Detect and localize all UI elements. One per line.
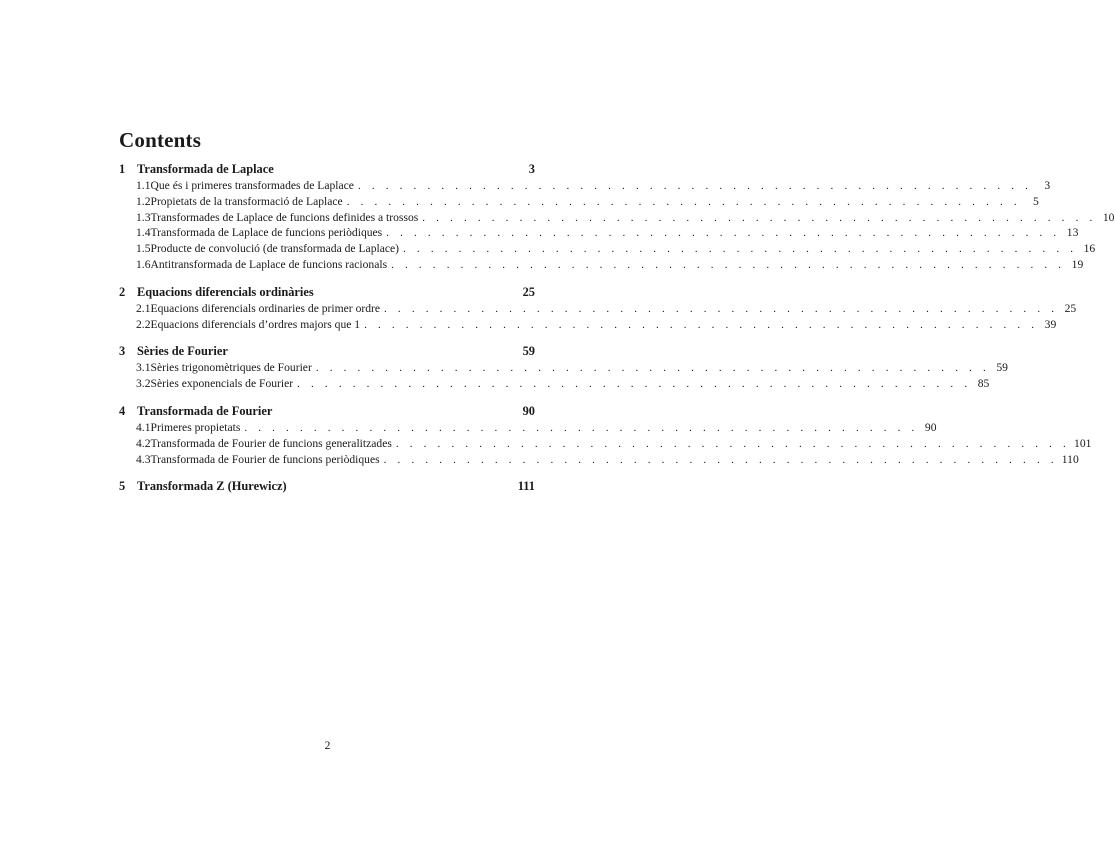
toc-chapter [119,284,1077,333]
dot-leader: . . . . . . . . . . . . . . . . . . . . . . . . . . . . . . . . . . . . . . . . . . . . . . . . . [364,318,1039,331]
toc-chapter-entry[interactable] [119,284,535,301]
dot-leader: . . . . . . . . . . . . . . . . . . . . . . . . . . . . . . . . . . . . . . . . . . . . . . . . . [357,180,1033,192]
toc-section-entry[interactable] [119,194,1039,210]
chapter-page-number: 90 [522,403,535,418]
section-title: Producte de convolució (de transformada de Laplace) [150,242,400,256]
toc-chapter-entry[interactable] [119,478,535,495]
section-page-number: 85 [977,377,990,391]
chapter-page-number: 111 [517,479,535,494]
toc-section-entry[interactable] [119,210,1114,226]
chapter-number: 4 [119,403,126,418]
toc-chapter [119,403,1092,467]
chapter-title: Equacions diferencials ordinàries [137,284,314,299]
section-title: Antitransformada de Laplace de funcions racionals [150,257,388,271]
toc-section-entry[interactable] [119,317,1057,333]
chapter-page-number: 59 [522,344,535,359]
section-page-number: 19 [1071,257,1084,271]
dot-leader: . . . . . . . . . . . . . . . . . . . . . . . . . . . . . . . . . . . . . . . . . . . . . . . . . [422,211,1097,224]
chapter-number: 3 [119,344,126,359]
toc-chapter-entry[interactable] [119,161,535,178]
section-title: Equacions diferencials ordinaries de primer ordre [150,301,381,315]
section-title: Equacions diferencials d’ordres majors que 1 [150,317,361,331]
section-number: 4.1 [136,420,151,434]
section-page-number: 59 [996,361,1008,375]
toc-chapter [119,478,535,495]
toc-section-entry[interactable] [119,225,1079,241]
section-page-number: 110 [1061,452,1079,466]
section-title: Transformades de Laplace de funcions definides a trossos [150,210,419,224]
toc-chapter-entry[interactable] [119,343,535,360]
toc-section-entry[interactable] [119,420,937,436]
section-page-number: 16 [1083,242,1096,256]
toc-section-entry[interactable] [119,360,1008,376]
section-number: 2.2 [136,317,151,331]
toc-section-entry[interactable] [119,436,1092,452]
section-number: 1.4 [136,226,151,240]
chapter-title: Transformada Z (Hurewicz) [137,479,287,494]
section-page-number: 10 [1102,210,1114,224]
chapter-title: Sèries de Fourier [137,344,228,359]
section-title: Propietats de la transformació de Laplace [150,194,343,208]
section-page-number: 13 [1066,226,1079,240]
section-number: 3.2 [136,377,151,391]
section-page-number: 5 [1033,194,1039,208]
page-title: Contents [119,128,202,152]
section-number: 1.5 [136,242,151,256]
section-page-number: 3 [1044,179,1051,192]
toc-section-entry[interactable] [119,178,1051,194]
section-title: Que és i primeres transformades de Laplace [150,179,354,192]
dot-leader: . . . . . . . . . . . . . . . . . . . . . . . . . . . . . . . . . . . . . . . . . . . . . . . . . [346,195,1021,208]
section-number: 2.1 [136,301,151,315]
section-number: 1.6 [136,257,151,271]
dot-leader: . . . . . . . . . . . . . . . . . . . . . . . . . . . . . . . . . . . . . . . . . . . . . . . . . [315,362,990,375]
dot-leader: . . . . . . . . . . . . . . . . . . . . . . . . . . . . . . . . . . . . . . . . . . . . . . . . . [244,421,919,434]
section-number: 3.1 [136,361,151,375]
toc-section-entry[interactable] [119,452,1079,468]
section-title: Sèries exponencials de Fourier [150,377,294,391]
section-number: 4.2 [136,436,151,450]
footer-page-number: 2 [324,740,331,752]
dot-leader: . . . . . . . . . . . . . . . . . . . . . . . . . . . . . . . . . . . . . . . . . . . . . . . . . [384,302,1059,315]
table-of-contents [119,161,1114,506]
toc-section-entry[interactable] [119,241,1096,257]
chapter-number: 2 [119,284,126,299]
chapter-number: 1 [119,162,126,176]
section-title: Sèries trigonomètriques de Fourier [150,361,312,375]
dot-leader: . . . . . . . . . . . . . . . . . . . . . . . . . . . . . . . . . . . . . . . . . . . . . . . . . [386,227,1061,240]
toc-section-entry[interactable] [119,376,990,392]
dot-leader: . . . . . . . . . . . . . . . . . . . . . . . . . . . . . . . . . . . . . . . . . . . . . . . . . [297,378,972,391]
section-title: Transformada de Laplace de funcions periòdiques [150,226,383,240]
section-page-number: 90 [924,420,937,434]
section-title: Transformada de Fourier de funcions periòdiques [150,452,380,466]
toc-chapter [119,161,1114,273]
chapter-title: Transformada de Fourier [137,403,273,418]
dot-leader: . . . . . . . . . . . . . . . . . . . . . . . . . . . . . . . . . . . . . . . . . . . . . . . . . [403,243,1078,256]
toc-chapter-entry[interactable] [119,403,535,420]
section-page-number: 39 [1044,317,1057,331]
toc-section-entry[interactable] [119,301,1077,317]
section-number: 1.1 [136,179,151,192]
chapter-page-number: 3 [528,162,535,176]
chapter-title: Transformada de Laplace [137,162,274,176]
toc-chapter [119,343,1008,392]
section-title: Transformada de Fourier de funcions generalitzades [150,436,392,450]
chapter-number: 5 [119,479,126,494]
dot-leader: . . . . . . . . . . . . . . . . . . . . . . . . . . . . . . . . . . . . . . . . . . . . . . . . . [391,258,1066,271]
section-number: 1.2 [136,194,151,208]
dot-leader: . . . . . . . . . . . . . . . . . . . . . . . . . . . . . . . . . . . . . . . . . . . . . . . . . [383,453,1058,466]
chapter-page-number: 25 [522,284,535,299]
section-page-number: 101 [1074,436,1092,450]
dot-leader: . . . . . . . . . . . . . . . . . . . . . . . . . . . . . . . . . . . . . . . . . . . . . . . . . [395,437,1071,450]
section-number: 4.3 [136,452,151,466]
section-page-number: 25 [1064,301,1077,315]
section-number: 1.3 [136,210,151,224]
toc-section-entry[interactable] [119,257,1084,273]
section-title: Primeres propietats [150,420,241,434]
